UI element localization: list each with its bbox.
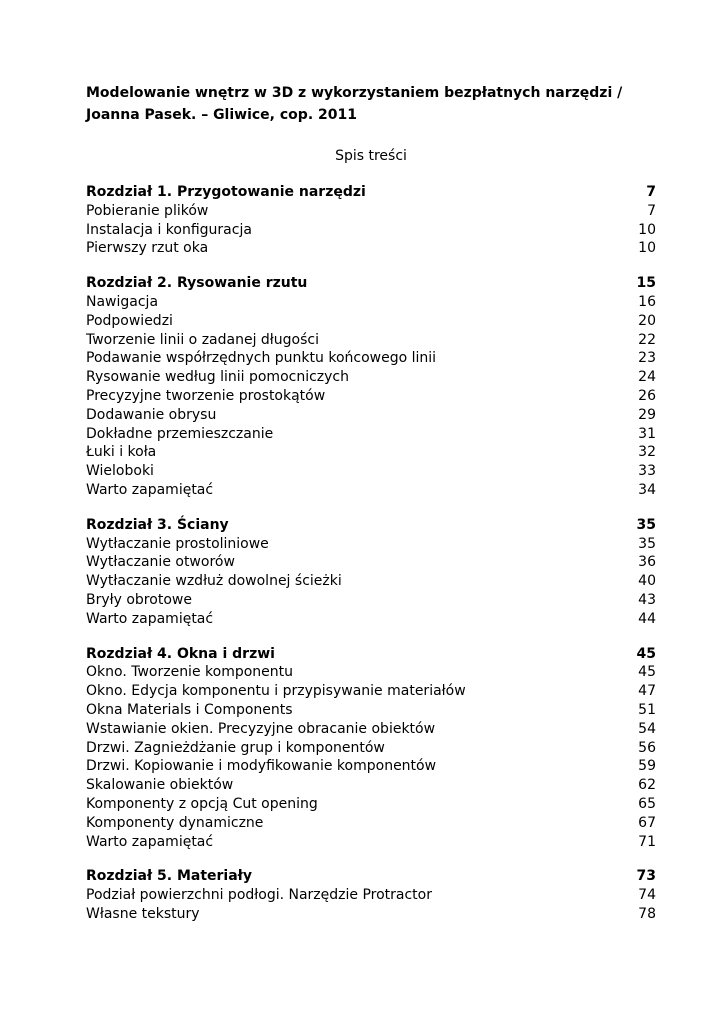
- toc-entry: [86, 757, 656, 776]
- toc-entry-label: Podpowiedzi: [86, 312, 173, 329]
- toc-entry-label: Instalacja i konfiguracja: [86, 221, 252, 238]
- toc-entry-label: Warto zapamiętać: [86, 833, 214, 850]
- toc-entry-label: Drzwi. Kopiowanie i modyfikowanie komponentów: [86, 758, 437, 775]
- toc-entry-label: Własne tekstury: [86, 905, 200, 922]
- toc-entry-label: Wytłaczanie wzdłuż dowolnej ścieżki: [86, 573, 342, 590]
- toc-entry-page-number: 34: [638, 481, 656, 498]
- toc-entry: [86, 202, 656, 221]
- toc-entry: [86, 795, 656, 814]
- toc-entry-label: Drzwi. Zagnieżdżanie grup i komponentów: [86, 739, 385, 756]
- toc-entry-label: Precyzyjne tworzenie prostokątów: [86, 387, 326, 404]
- toc-entry-page-number: 36: [638, 554, 656, 571]
- toc-entry: [86, 239, 656, 258]
- toc-entry: [86, 720, 656, 739]
- toc-entry-label: Pierwszy rzut oka: [86, 240, 209, 257]
- toc-entry-page-number: 65: [638, 795, 656, 812]
- toc-entry-label: Rysowanie według linii pomocniczych: [86, 369, 349, 386]
- toc-entry-page-number: 59: [638, 758, 656, 775]
- chapter-page-number: 15: [636, 275, 656, 292]
- toc-entry-label: Łuki i koła: [86, 444, 157, 461]
- toc-entry-page-number: 10: [638, 240, 656, 257]
- toc-entry-page-number: 40: [638, 573, 656, 590]
- document-title-line-1: Modelowanie wnętrz w 3D z wykorzystaniem bezpłatnych narzędzi /: [86, 85, 623, 101]
- toc-entry-page-number: 71: [638, 833, 656, 850]
- toc-entry: [86, 905, 656, 924]
- toc-entry-page-number: 54: [638, 720, 656, 737]
- toc-entry: [86, 553, 656, 572]
- chapter-page-number: 73: [636, 868, 656, 885]
- chapter-heading: [86, 183, 656, 202]
- toc-entry: [86, 387, 656, 406]
- toc-chapter: [86, 867, 656, 923]
- toc-entry: [86, 814, 656, 833]
- chapter-title: Rozdział 1. Przygotowanie narzędzi: [86, 184, 366, 200]
- toc-entry: [86, 572, 656, 591]
- chapter-page-number: 35: [636, 516, 656, 533]
- chapter-heading: [86, 516, 656, 535]
- toc-entry-page-number: 16: [638, 293, 656, 310]
- toc-entry-label: Wieloboki: [86, 463, 154, 480]
- toc-entry-page-number: 67: [638, 814, 656, 831]
- toc-entry: [86, 462, 656, 481]
- toc-entry: [86, 591, 656, 610]
- toc-chapter: [86, 645, 656, 852]
- toc-entry-label: Nawigacja: [86, 293, 159, 310]
- toc-entry: [86, 701, 656, 720]
- toc-entry-page-number: 47: [638, 683, 656, 700]
- toc-entry-page-number: 44: [638, 610, 656, 627]
- toc-entry-label: Dokładne przemieszczanie: [86, 425, 274, 442]
- table-of-contents: [86, 183, 656, 924]
- chapter-page-number: 45: [636, 645, 656, 662]
- toc-entry-label: Podział powierzchni podłogi. Narzędzie Protractor: [86, 887, 432, 904]
- chapter-title: Rozdział 5. Materiały: [86, 868, 253, 885]
- toc-entry-label: Okno. Tworzenie komponentu: [86, 664, 293, 681]
- toc-entry-label: Wstawianie okien. Precyzyjne obracanie obiektów: [86, 720, 436, 737]
- chapter-heading: [86, 274, 656, 293]
- toc-entry-label: Dodawanie obrysu: [86, 406, 217, 423]
- toc-entry-page-number: 35: [638, 535, 656, 552]
- toc-entry-label: Komponenty z opcją Cut opening: [86, 795, 318, 812]
- chapter-heading: [86, 867, 656, 886]
- toc-entry-label: Tworzenie linii o zadanej długości: [86, 331, 319, 348]
- toc-entry-page-number: 78: [638, 905, 656, 922]
- toc-entry-label: Pobieranie plików: [86, 202, 209, 219]
- chapter-page-number: 7: [646, 184, 656, 200]
- toc-entry-page-number: 26: [638, 387, 656, 404]
- toc-entry-label: Skalowanie obiektów: [86, 777, 234, 794]
- toc-entry-page-number: 51: [638, 701, 656, 718]
- toc-entry-label: Podawanie współrzędnych punktu końcowego linii: [86, 350, 437, 367]
- toc-entry-page-number: 23: [638, 350, 656, 367]
- toc-entry-page-number: 10: [638, 221, 656, 238]
- document-title: [86, 82, 656, 126]
- toc-entry: [86, 682, 656, 701]
- toc-entry: [86, 349, 656, 368]
- toc-chapter: [86, 516, 656, 629]
- toc-entry-label: Wytłaczanie prostoliniowe: [86, 535, 269, 552]
- toc-entry: [86, 481, 656, 500]
- toc-entry: [86, 739, 656, 758]
- toc-entry: [86, 221, 656, 240]
- toc-entry-page-number: 62: [638, 777, 656, 794]
- toc-chapter: [86, 274, 656, 500]
- toc-entry: [86, 443, 656, 462]
- toc-entry-label: Warto zapamiętać: [86, 610, 214, 627]
- toc-entry: [86, 886, 656, 905]
- toc-entry: [86, 610, 656, 629]
- toc-entry-page-number: 20: [638, 312, 656, 329]
- toc-entry-page-number: 33: [638, 463, 656, 480]
- chapter-title: Rozdział 3. Ściany: [86, 516, 229, 533]
- document-page: [86, 82, 656, 940]
- toc-entry-page-number: 29: [638, 406, 656, 423]
- toc-entry: [86, 331, 656, 350]
- toc-entry-page-number: 56: [638, 739, 656, 756]
- toc-chapter: [86, 183, 656, 258]
- toc-entry: [86, 368, 656, 387]
- toc-entry: [86, 663, 656, 682]
- toc-entry-label: Komponenty dynamiczne: [86, 814, 264, 831]
- toc-entry: [86, 833, 656, 852]
- toc-entry: [86, 406, 656, 425]
- document-title-line-2: Joanna Pasek. – Gliwice, cop. 2011: [86, 107, 357, 123]
- toc-entry-label: Okno. Edycja komponentu i przypisywanie materiałów: [86, 683, 466, 700]
- toc-entry-page-number: 24: [638, 369, 656, 386]
- toc-entry-page-number: 7: [647, 202, 656, 219]
- toc-entry-label: Bryły obrotowe: [86, 591, 192, 608]
- toc-entry-page-number: 22: [638, 331, 656, 348]
- toc-entry: [86, 312, 656, 331]
- chapter-heading: [86, 645, 656, 664]
- toc-entry-page-number: 32: [638, 444, 656, 461]
- chapter-title: Rozdział 2. Rysowanie rzutu: [86, 275, 308, 292]
- toc-entry-label: Warto zapamiętać: [86, 481, 214, 498]
- toc-entry-page-number: 74: [638, 887, 656, 904]
- toc-entry: [86, 293, 656, 312]
- toc-heading: Spis treści: [335, 148, 407, 164]
- toc-entry-page-number: 45: [638, 664, 656, 681]
- toc-entry: [86, 776, 656, 795]
- toc-entry-page-number: 31: [638, 425, 656, 442]
- chapter-title: Rozdział 4. Okna i drzwi: [86, 645, 275, 662]
- toc-entry-label: Wytłaczanie otworów: [86, 554, 235, 571]
- toc-entry: [86, 425, 656, 444]
- toc-entry-label: Okna Materials i Components: [86, 701, 293, 718]
- toc-entry: [86, 535, 656, 554]
- toc-entry-page-number: 43: [638, 591, 656, 608]
